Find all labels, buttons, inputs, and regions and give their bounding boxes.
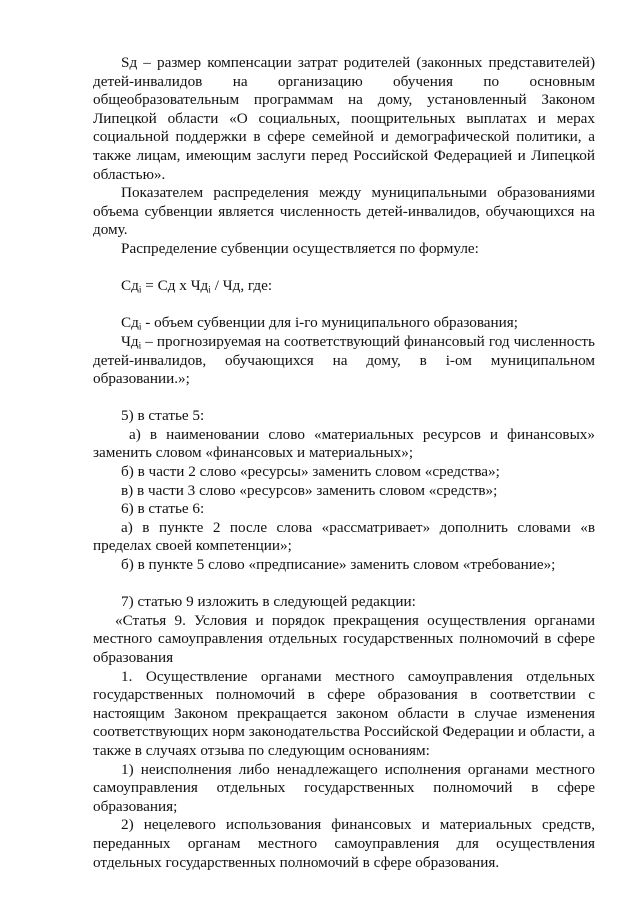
spacer: [93, 296, 595, 315]
sdi-term: Сд: [121, 314, 139, 332]
article5-item-c: в) в части 3 слово «ресурсов» заменить словом «средств»;: [121, 481, 498, 499]
spacer: [93, 389, 595, 408]
spacer: [93, 575, 595, 594]
article5-heading: 5) в статье 5:: [121, 407, 205, 425]
article6-item-a: а) в пункте 2 после слова «рассматривает» дополнить словами «в пределах своей компетенции»;: [93, 518, 595, 555]
document-page: [93, 54, 595, 872]
article9-paragraph-1: 1. Осуществление органами местного самоуправления отдельных государственных полномочий в сфере образования в соответствии с настоящим Законом прекращается законом области в случае изменения соответствующих норм законодательства Российской Федерации и области, а также в случаях отзыва по следующим основаниям:: [93, 667, 595, 759]
formula-rhs-part1: = Сд х Чд: [141, 277, 209, 295]
sd-definition-paragraph: Sд – размер компенсации затрат родителей (законных представителей) детей-инвалидов на организацию обучения по основным общеобразовательным программам на дому, установленный Законом Липецкой области «О социальных, поощрительных выплатах и мерах социальной поддержки в сфере семейной и демографической политики, а также лицам, имеющим заслуги перед Российской Федерацией и Липецкой областью».: [93, 54, 595, 183]
chdi-subscript: i: [138, 341, 142, 352]
formula-rhs-subscript: i: [208, 285, 211, 296]
chdi-text: – прогнозируемая на соответствующий финансовый год численность детей-инвалидов, обучающихся на дому, в i-ом муниципальном образовании.»;: [93, 332, 595, 388]
formula-lhs: Сд: [121, 277, 139, 295]
chdi-definition: [93, 333, 595, 389]
formula-lhs-subscript: i: [138, 285, 142, 296]
article9-subitem-2: 2) нецелевого использования финансовых и материальных средств, переданных органам местного самоуправления для осуществления отдельных государственных полномочий в сфере образования.: [93, 816, 595, 871]
article7-heading: 7) статью 9 изложить в следующей редакции:: [121, 593, 416, 611]
formula-rhs-part2: / Чд, где:: [210, 277, 273, 295]
sdi-subscript: i: [138, 322, 142, 333]
sdi-text: - объем субвенции для i-го муниципального образования;: [141, 314, 518, 332]
article9-subitem-1: 1) неисполнения либо ненадлежащего исполнения органами местного самоуправления отдельных государственных полномочий в сфере образования;: [93, 760, 595, 815]
spacer: [93, 259, 595, 278]
article5-item-b: б) в части 2 слово «ресурсы» заменить словом «средства»;: [121, 463, 500, 481]
formula-line: [93, 277, 595, 296]
article6-item-b: б) в пункте 5 слово «предписание» заменить словом «требование»;: [121, 556, 556, 574]
formula-intro: Распределение субвенции осуществляется по формуле:: [121, 239, 479, 257]
article5-item-a: а) в наименовании слово «материальных ресурсов и финансовых» заменить словом «финансовых и материальных»;: [93, 425, 595, 462]
sdi-definition: [93, 314, 595, 333]
chdi-term: Чд: [121, 332, 139, 350]
article6-heading: 6) в статье 6:: [121, 500, 205, 518]
article9-title: «Статья 9. Условия и порядок прекращения осуществления органами местного самоуправления отдельных государственных полномочий в сфере образования: [93, 611, 595, 666]
indicator-paragraph: Показателем распределения между муниципальными образованиями объема субвенции является численность детей-инвалидов, обучающихся на дому.: [93, 184, 595, 239]
